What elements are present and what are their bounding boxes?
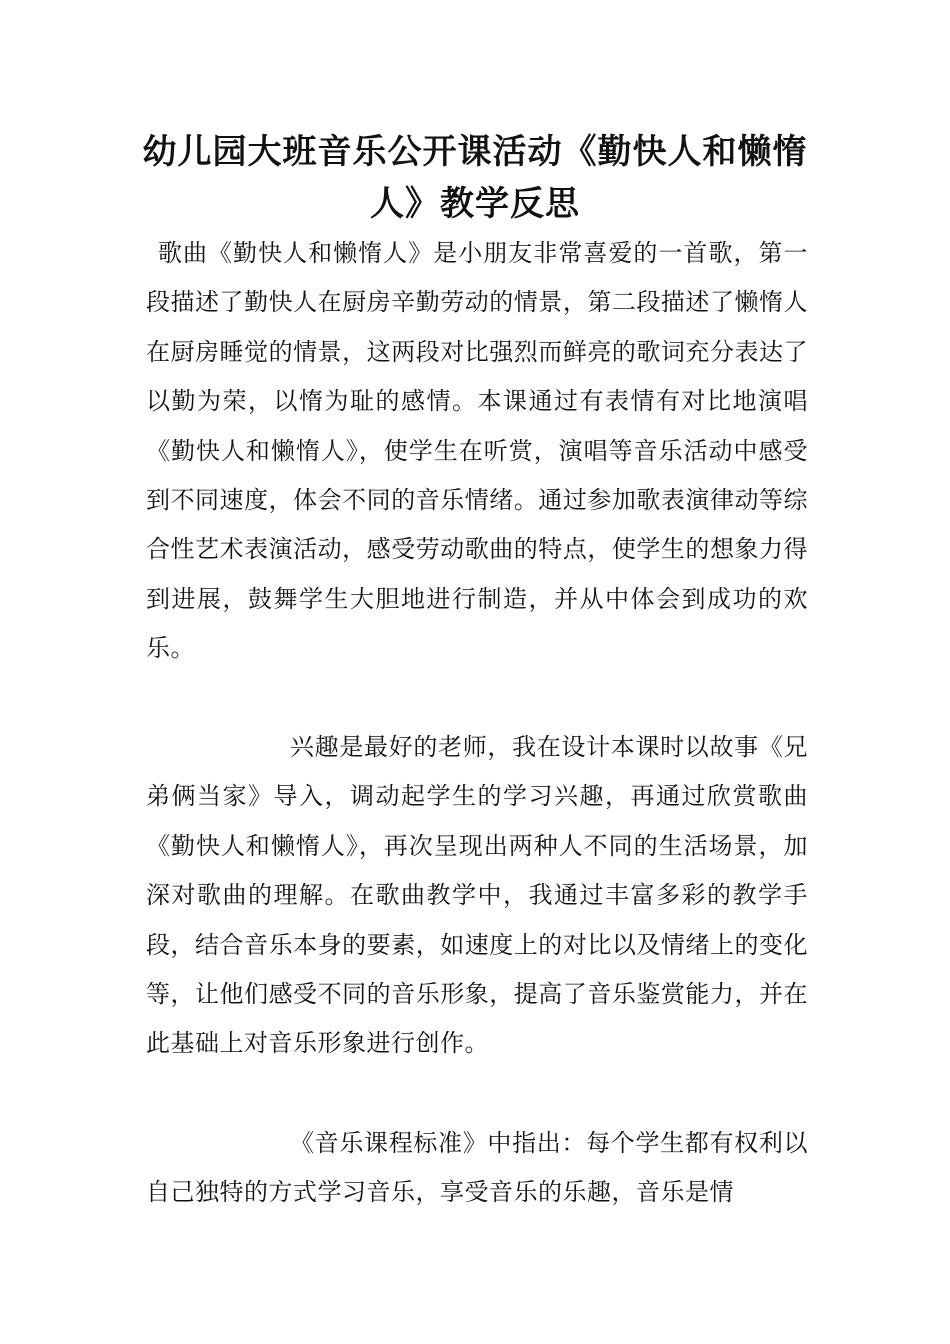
paragraph-curriculum-standard: 《音乐课程标准》中指出：每个学生都有权利以自己独特的方式学习音乐，享受音乐的乐趣，音乐是情 — [146, 1129, 808, 1207]
document-title: 幼儿园大班音乐公开课活动《勤快人和懒惰人》教学反思 — [142, 132, 808, 224]
paragraph-interest: 兴趣是最好的老师，我在设计本课时以故事《兄弟俩当家》导入，调动起学生的学习兴趣，再通过欣赏歌曲《勤快人和懒惰人》，再次呈现出两种人不同的生活场景，加深对歌曲的理解。在歌曲教学中，我通过丰富多彩的教学手段，结合音乐本身的要素，如速度上的对比以及情绪上的变化等，让他们感受不同的音乐形象，提高了音乐鉴赏能力，并在此基础上对音乐形象进行创作。 — [146, 733, 808, 1058]
paragraph-intro: 歌曲《勤快人和懒惰人》是小朋友非常喜爱的一首歌，第一段描述了勤快人在厨房辛勤劳动的情景，第二段描述了懒惰人在厨房睡觉的情景，这两段对比强烈而鲜亮的歌词充分表达了以勤为荣，以惰为耻的感情。本课通过有表情有对比地演唱《勤快人和懒惰人》，使学生在听赏，演唱等音乐活动中感受到不同速度，体会不同的音乐情绪。通过参加歌表演律动等综合性艺术表演活动，感受劳动歌曲的特点，使学生的想象力得到进展，鼓舞学生大胆地进行制造，并从中体会到成功的欢乐。 — [146, 239, 808, 663]
